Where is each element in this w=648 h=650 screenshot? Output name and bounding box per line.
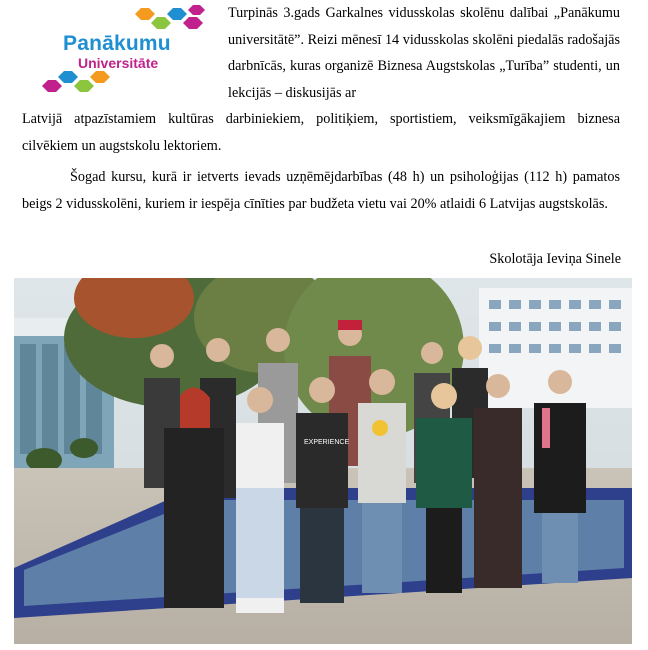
group-photo — [14, 278, 632, 644]
group-photo-illustration — [14, 278, 632, 644]
panakumu-universitate-logo — [38, 4, 210, 100]
signature: Skolotāja Ieviņa Sinele — [489, 251, 621, 267]
paragraph-2: Šogad kursu, kurā ir ietverts ievads uzņēmējdarbības (48 h) un psiholoģijas (112 h) pamatos beigs 2 vidusskolēni, kuriem ir iespēja cīnīties par budžeta vietu vai 20% atlaidi 6 Latvijas augstskolās. — [22, 169, 620, 212]
logo-text-panakumu: Panākumu — [63, 32, 171, 55]
paragraph-1-rest: Latvijā atpazīstamiem kultūras darbiniekiem, politiķiem, sportistiem, veiksmīgākajiem biznesa cilvēkiem un augstskolu lektoriem. — [22, 111, 620, 154]
shirt-text: EXPERIENCE — [304, 439, 350, 446]
paragraph-1-top: Turpinās 3.gads Garkalnes vidusskolas skolēnu dalībai „Panākumu universitātē”. Reizi mēnesī 14 vidusskolas skolēni piedalās radošajās darbnīcās, kuras organizē Biznesa Augstskolas „Turība” studenti, un lekcijās – diskusijās ar — [228, 5, 620, 101]
logo-text-universitate: Universitāte — [78, 55, 159, 71]
